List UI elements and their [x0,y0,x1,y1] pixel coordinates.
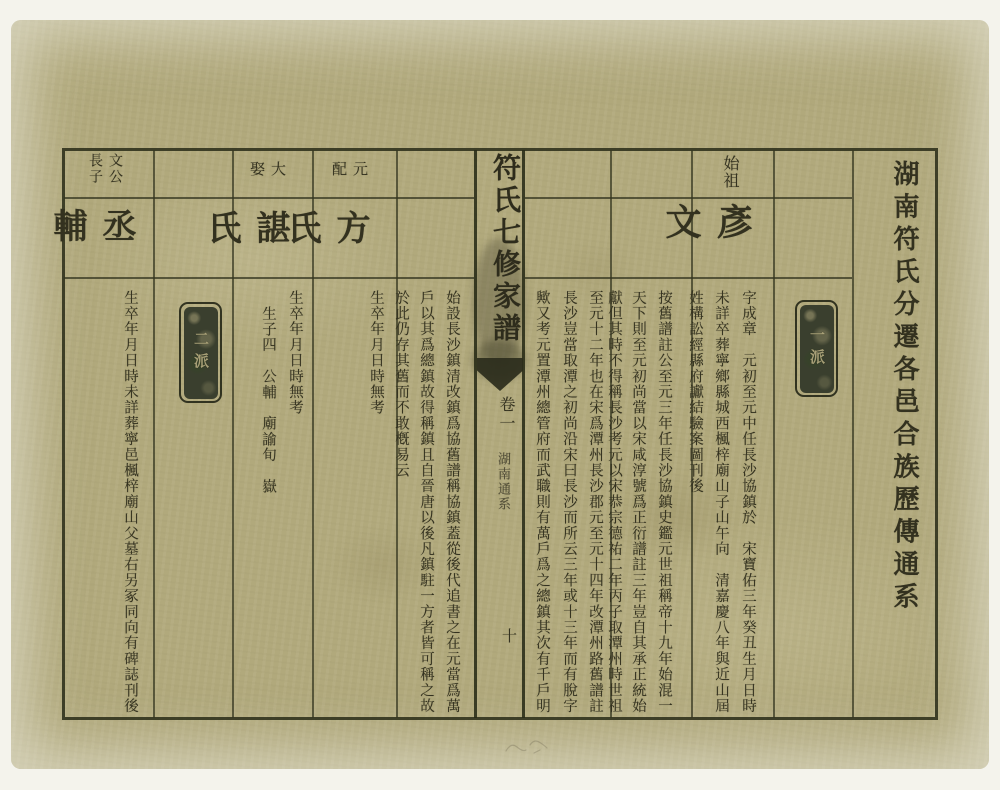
consort2-bio-col: 生子四 公輔 廟諭旬 嶽 [260,306,276,495]
consort1-header: 元配 [330,161,367,177]
son-name: 丞輔 [48,208,134,247]
son-bio-col: 生卒年月日時未詳葬寧邑楓梓廟山父墓右另冢同向有碑誌刊後 [122,290,138,714]
header-row-line [64,197,474,199]
name-row-line [525,277,852,279]
generation-seal-two [179,302,222,403]
ancestor-bio-col: 字成章 元初至元中任長沙協鎮於 宋寶佑三年癸丑生月日時 [740,290,756,714]
ancestor-bio-col: 未詳卒葬寧鄉縣城西楓梓廟山子山午向 清嘉慶八年與近山屆 [713,290,729,714]
spine-section: 湖南通系 [496,452,511,512]
spine-book-title: 符氏七修家譜 [489,153,520,345]
note-col: 始設長沙鎮清改鎮爲協舊譜稱協鎮蓋從後代追書之在元當爲萬 [444,290,460,714]
consort1-bio-col: 生卒年月日時無考 [368,290,384,416]
spine-volume: 卷一 [497,396,514,434]
header-row-line [525,197,852,199]
ancestor-bio-col: 姓構訟經縣府讞結驗案圖刊後 [687,290,703,495]
grid-line [153,150,155,718]
son-header: 文公長子 [87,153,122,185]
consort1-name: 方氏 [282,210,368,249]
ancestor-header: 始祖 [721,155,738,189]
spine-folio-number: 十 [500,628,516,643]
generation-seal-one-label: 一派 [808,326,824,371]
note-col: 歟又考元置潭州總管府而武職則有萬戶爲之總鎮其次有千戶明 [534,290,550,714]
note-col: 於此仍存其舊而不敢槪易云 [393,290,409,479]
margin-title: 湖南符氏分遷各邑合族歷傳通系 [890,160,919,615]
grid-line [852,150,854,718]
consort2-header: 大娶 [248,161,285,177]
generation-seal-two-label: 二派 [192,330,208,375]
note-col: 長沙豈當取潭之初尚沿宋曰長沙而所云三年或十三年而有脫字 [561,290,577,714]
consort2-name: 諶氏 [202,210,288,249]
note-col: 戶以其爲總鎮故得稱鎮且自晉唐以後凡鎮駐一方者皆可稱之故 [418,290,434,714]
generation-seal-one [795,300,838,397]
note-col: 獻但其時不得稱長沙考元以宋恭宗德祐二年丙子取潭州時世祖 [606,290,622,714]
grid-line [773,150,775,718]
consort2-bio-col: 生卒年月日時無考 [287,290,303,416]
ancestor-name: 彥文 [661,203,752,244]
note-col: 至元十二年也在宋爲潭州長沙郡元至元十四年改潭州路舊譜註 [587,290,603,714]
pencil-scribble [500,733,556,761]
note-col: 天下則至元初尚當以宋咸淳號爲正衍譜註三年豈自其承正統始 [630,290,646,714]
note-col: 按舊譜註公至元三年任長沙協鎮史鑑元世祖稱帝十九年始混一 [656,290,672,714]
